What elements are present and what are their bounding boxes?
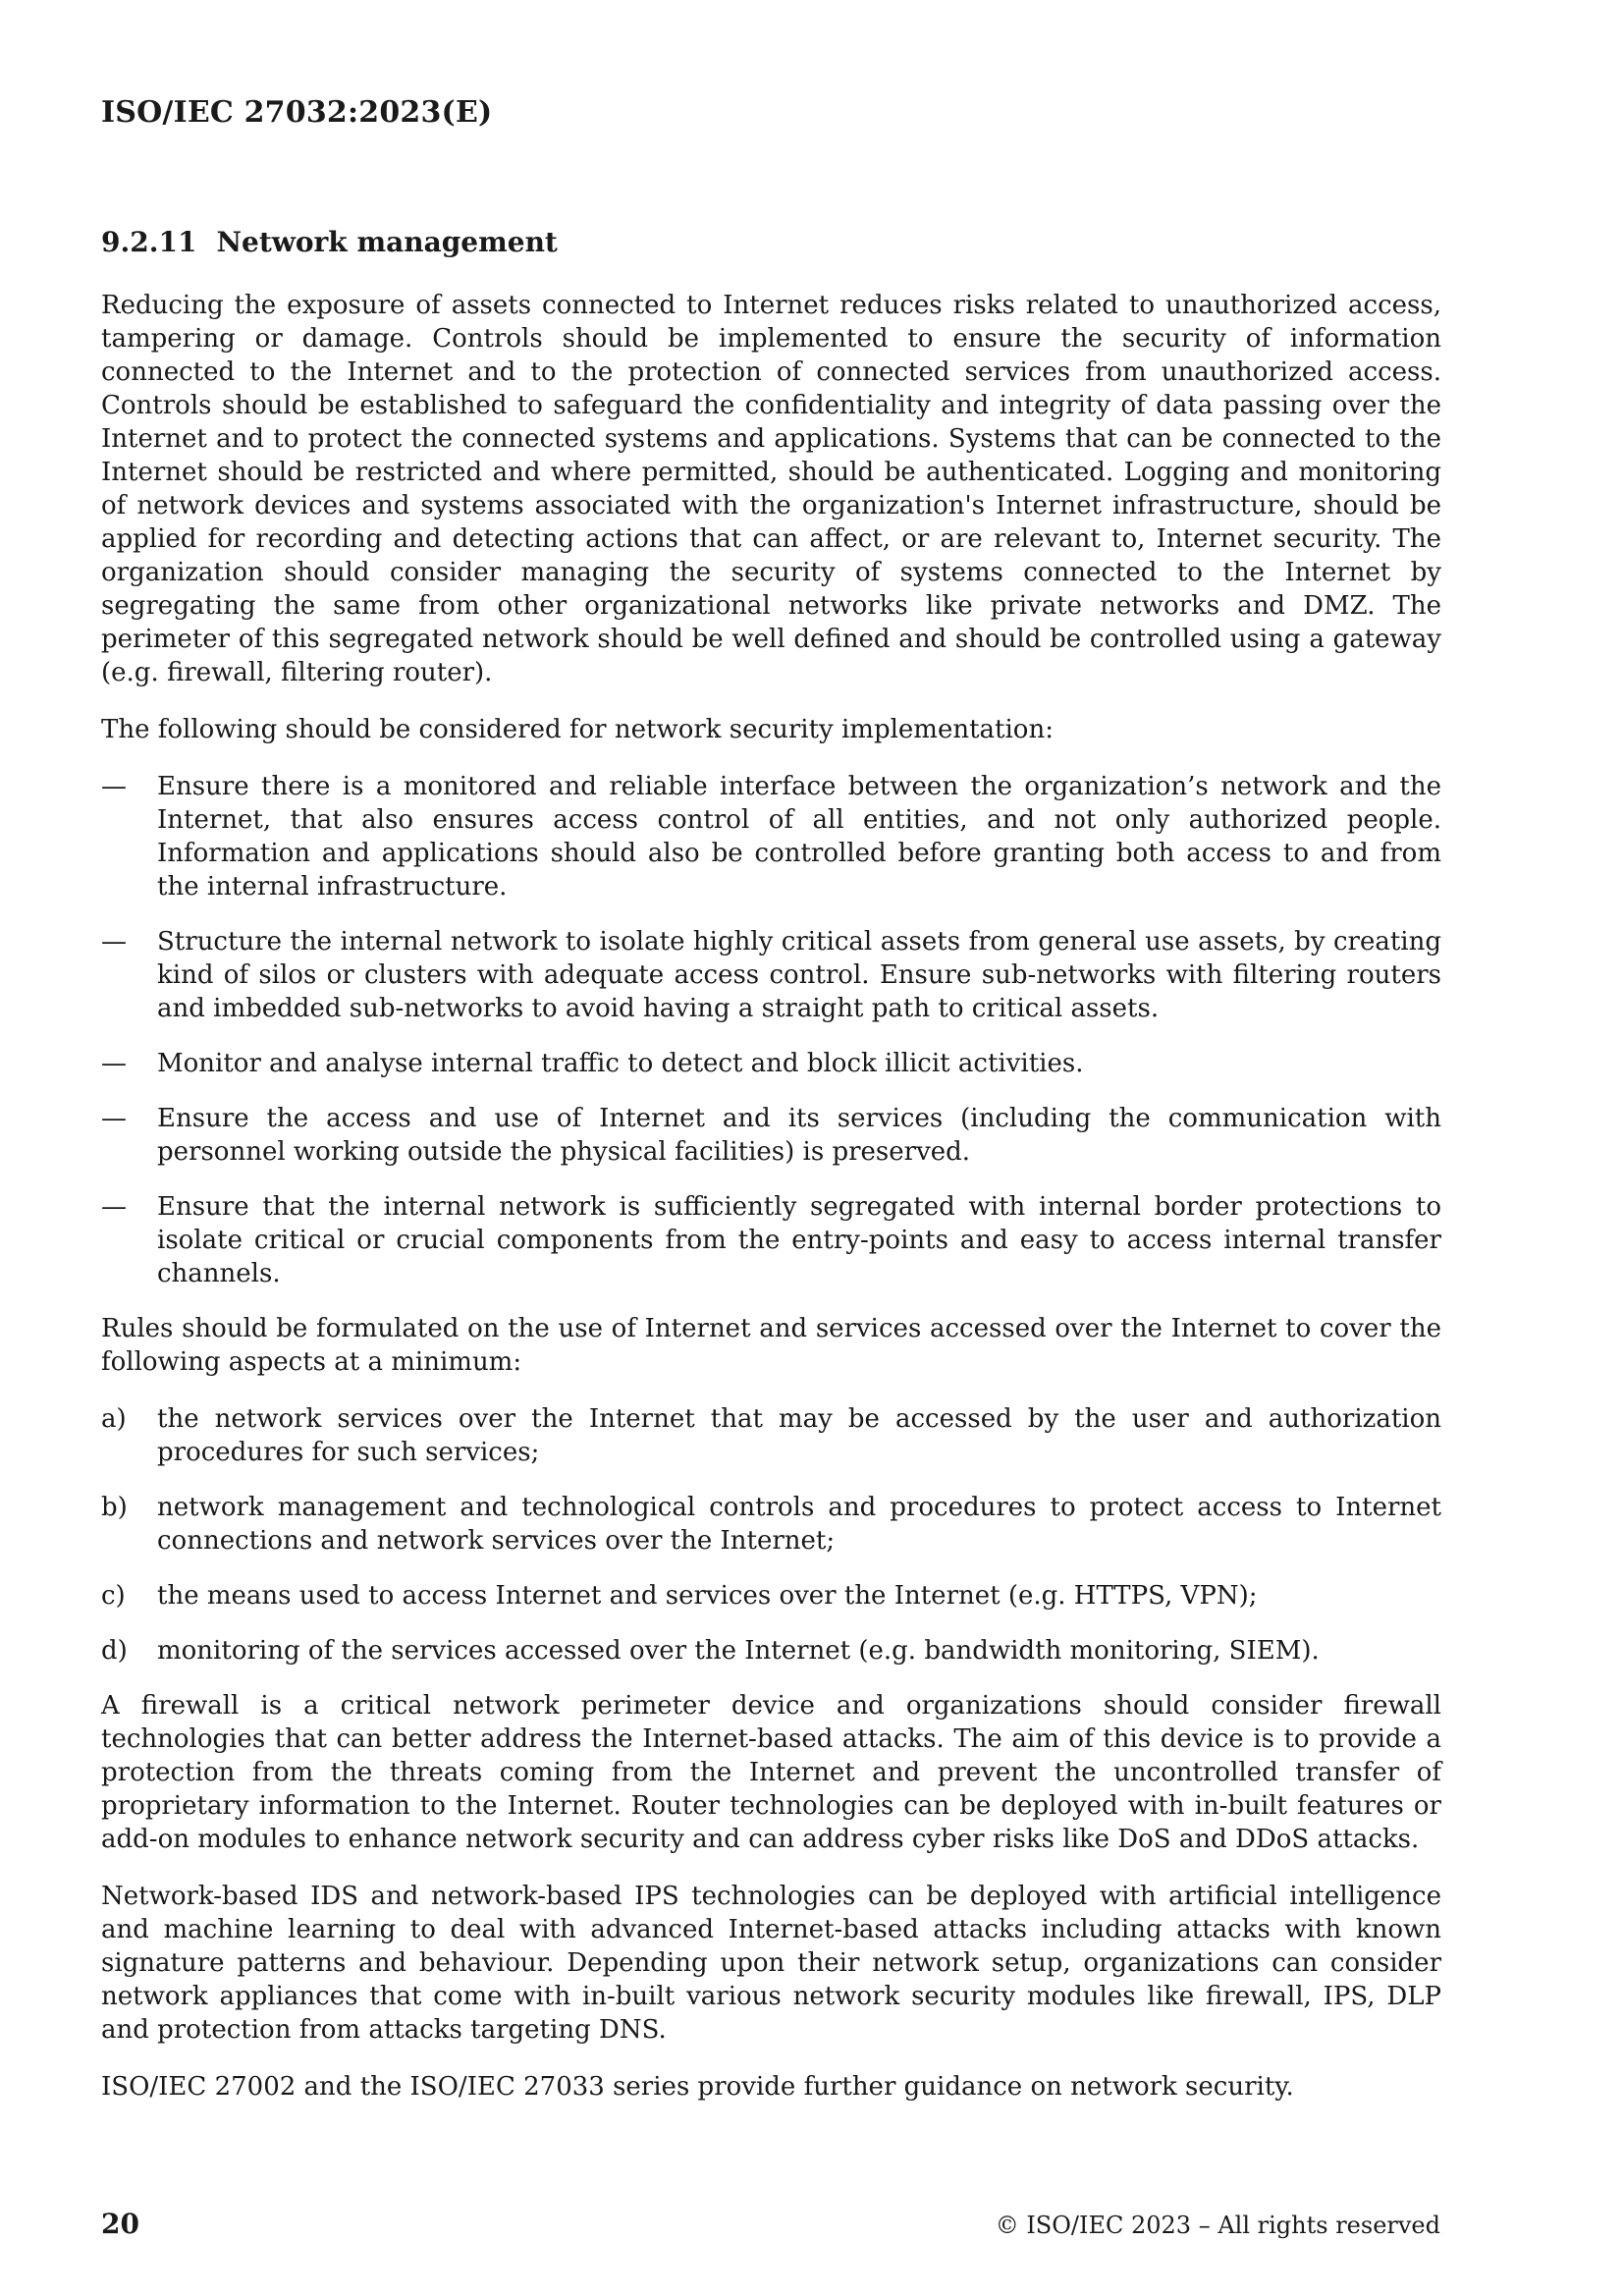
intro-paragraph: Reducing the exposure of assets connected to Internet reduces risks related to unauthorized access, tampering or damage. Controls should be implemented to ensure the security of information connected to the Internet and to the protection of connected services from unauthorized access. Controls should be established to safeguard the confidentiality and integrity of data passing over the Internet and to protect the connected systems and applications. Systems that can be connected to the Internet should be restricted and where permitted, should be authenticated. Logging and monitoring of network devices and systems associated with the organization's Internet infrastructure, should be applied for recording and detecting actions that can affect, or are relevant to, Internet security. The organization should consider managing the security of systems connected to the Internet by segregating the same from other organizational networks like private networks and DMZ. The perimeter of this segregated network should be well defined and should be controlled using a gateway (e.g. firewall, filtering router). [101,291,1441,687]
page-content [101,226,1441,2127]
list-item-text: Ensure the access and use of Internet and its services (including the communication with personnel working outside the physical facilities) is preserved. [157,1104,1441,1167]
rules-lead-paragraph: Rules should be formulated on the use of Internet and services accessed over the Internet to cover the following aspects at a minimum: [101,1314,1441,1377]
list-item [101,1402,1441,1469]
section-number: 9.2.11 [101,226,197,258]
list-item-text: monitoring of the services accessed over the Internet (e.g. bandwidth monitoring, SIEM). [157,1636,1320,1666]
alpha-list [101,1402,1441,1667]
list-item [101,1634,1441,1667]
list-item-text: the network services over the Internet that may be accessed by the user and authorization procedures for such services; [157,1404,1441,1467]
alpha-marker: b) [101,1493,128,1522]
alpha-marker: d) [101,1636,128,1666]
dash-marker: — [101,1049,127,1078]
list-item [101,1047,1441,1080]
considerations-lead-paragraph: The following should be considered for network security implementation: [101,715,1054,744]
page-number: 20 [101,2208,139,2240]
list-item-text: Ensure that the internal network is sufficiently segregated with internal border protections to isolate critical or crucial components from the entry-points and easy to access internal transfer channels. [157,1192,1441,1288]
alpha-marker: c) [101,1581,126,1611]
list-item-text: the means used to access Internet and services over the Internet (e.g. HTTPS, VPN); [157,1581,1258,1611]
dash-marker: — [101,927,127,957]
list-item [101,770,1441,903]
list-item-text: Structure the internal network to isolate highly critical assets from general use assets, by creating kind of silos or clusters with adequate access control. Ensure sub-networks with filtering routers and imbedded sub-networks to avoid having a straight path to critical assets. [157,927,1441,1023]
ids-ips-paragraph: Network-based IDS and network-based IPS technologies can be deployed with artificial intelligence and machine learning to deal with advanced Internet-based attacks including attacks with known signature patterns and behaviour. Depending upon their network setup, organizations can consider network appliances that come with in-built various network security modules like firewall, IPS, DLP and protection from attacks targeting DNS. [101,1882,1441,2045]
list-item [101,1491,1441,1558]
list-item [101,1579,1441,1613]
dash-marker: — [101,772,127,801]
list-item-text: network management and technological controls and procedures to protect access to Internet connections and network services over the Internet; [157,1493,1441,1556]
list-item [101,925,1441,1025]
dash-list [101,770,1441,1290]
dash-marker: — [101,1104,127,1133]
section-heading [101,226,1441,259]
document-header: ISO/IEC 27032:2023(E) [101,95,493,130]
list-item [101,1190,1441,1290]
copyright-notice: © ISO/IEC 2023 – All rights reserved [995,2212,1440,2239]
alpha-marker: a) [101,1404,127,1434]
firewall-paragraph: A firewall is a critical network perimeter device and organizations should consider firewall technologies that can better address the Internet-based attacks. The aim of this device is to provide a protection from the threats coming from the Internet and prevent the uncontrolled transfer of proprietary information to the Internet. Router technologies can be deployed with in-built features or add-on modules to enhance network security and can address cyber risks like DoS and DDoS attacks. [101,1691,1441,1854]
list-item-text: Monitor and analyse internal traffic to detect and block illicit activities. [157,1049,1084,1078]
list-item-text: Ensure there is a monitored and reliable interface between the organization’s network and the Internet, that also ensures access control of all entities, and not only authorized people. Information and applications should also be controlled before granting both access to and from the internal infrastructure. [157,772,1441,902]
list-item [101,1102,1441,1169]
dash-marker: — [101,1192,127,1222]
further-guidance-paragraph: ISO/IEC 27002 and the ISO/IEC 27033 series provide further guidance on network security. [101,2072,1294,2102]
section-title: Network management [216,226,558,258]
